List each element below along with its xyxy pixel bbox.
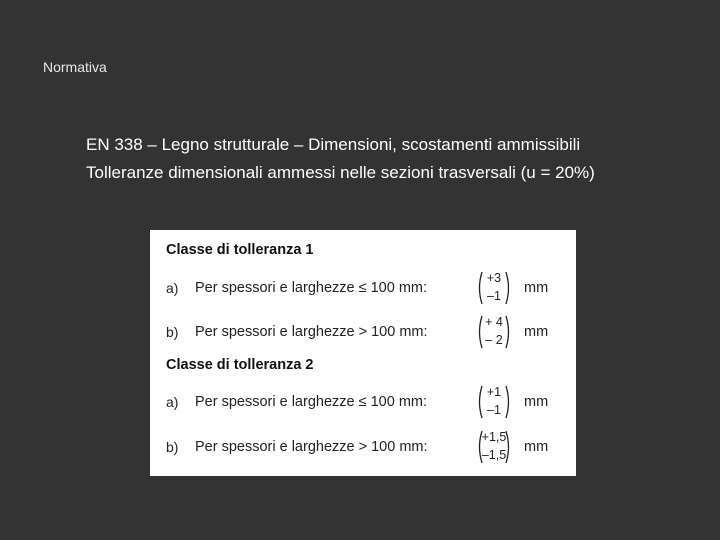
row-unit: mm (524, 394, 549, 410)
row-letter: b) (166, 324, 179, 340)
class-2-title: Classe di tolleranza 2 (166, 357, 314, 373)
class-1-title: Classe di tolleranza 1 (166, 242, 314, 258)
standard-title: EN 338 – Legno strutturale – Dimensioni, scostamenti ammissibili (86, 135, 581, 154)
row-description: Per spessori e larghezze ≤ 100 mm: (195, 280, 427, 296)
table-row (150, 427, 576, 467)
tolerance-subtitle: Tolleranze dimensionali ammessi nelle sezioni trasversali (u = 20%) (86, 163, 595, 182)
tolerance-minus: –1 (487, 403, 501, 417)
row-description: Per spessori e larghezze ≤ 100 mm: (195, 394, 427, 410)
tolerance-table-image (150, 230, 576, 476)
tolerance-plus: +1,5 (481, 430, 507, 444)
table-row (150, 312, 576, 352)
tolerance-minus: –1,5 (481, 448, 507, 462)
tolerance-bracket (476, 384, 512, 420)
table-row (150, 268, 576, 308)
tolerance-bracket (476, 314, 512, 350)
section-label: Normativa (43, 59, 107, 75)
tolerance-plus: + 4 (485, 315, 503, 329)
row-letter: a) (166, 394, 179, 410)
tolerance-bracket (476, 270, 512, 306)
tolerance-minus: –1 (487, 289, 501, 303)
row-unit: mm (524, 439, 549, 455)
tolerance-bracket (476, 429, 512, 465)
row-unit: mm (524, 324, 549, 340)
row-letter: a) (166, 280, 179, 296)
row-description: Per spessori e larghezze > 100 mm: (195, 324, 428, 340)
row-letter: b) (166, 439, 179, 455)
tolerance-plus: +1 (486, 385, 502, 399)
row-description: Per spessori e larghezze > 100 mm: (195, 439, 428, 455)
tolerance-minus: – 2 (485, 333, 503, 347)
content-block (86, 131, 595, 187)
table-row (150, 382, 576, 422)
row-unit: mm (524, 280, 549, 296)
tolerance-plus: +3 (486, 271, 502, 285)
